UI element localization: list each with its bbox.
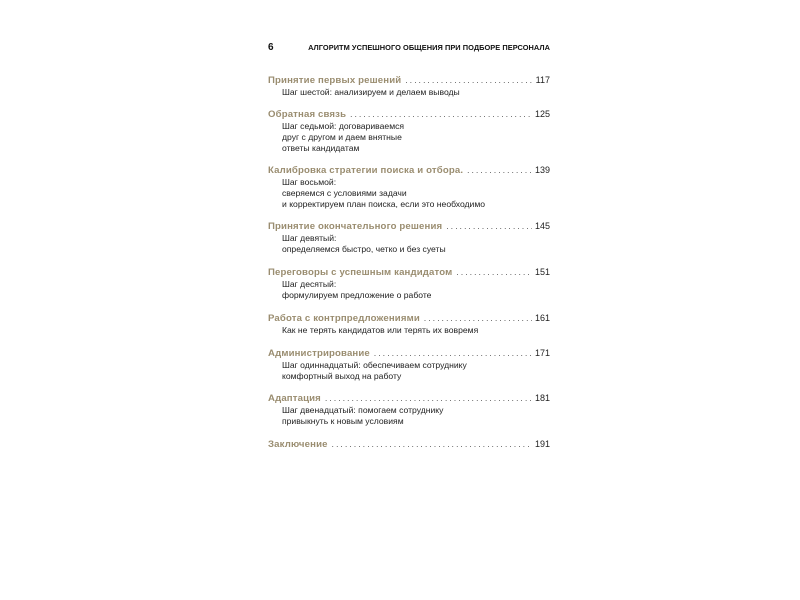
toc-entry-page: 171	[534, 348, 550, 358]
toc-entry	[268, 346, 550, 382]
toc-entry-subtitle	[282, 233, 550, 255]
dot-leader	[325, 392, 532, 406]
toc-entry-subtitle	[282, 87, 550, 98]
toc-subtitle-line: сверяемся с условиями задачи	[282, 188, 407, 198]
toc-entry-page: 145	[534, 221, 550, 231]
toc-subtitle-line: Шаг седьмой: договариваемся	[282, 121, 405, 131]
running-title: АЛГОРИТМ УСПЕШНОГО ОБЩЕНИЯ ПРИ ПОДБОРЕ ПЕРСОНАЛА	[308, 43, 550, 52]
toc-entry-head	[268, 265, 550, 279]
toc-entry-head	[268, 107, 550, 121]
toc-entry	[268, 73, 550, 98]
dot-leader	[456, 266, 532, 280]
toc-subtitle-line: друг с другом и даем внятные	[282, 132, 402, 142]
toc-entry-subtitle	[282, 279, 550, 301]
toc-entry-subtitle	[282, 360, 550, 382]
toc-subtitle-line: комфортный выход на работу	[282, 371, 402, 381]
toc-entry	[268, 219, 550, 255]
toc-entry-title: Принятие первых решений	[268, 75, 402, 86]
toc-subtitle-line: ответы кандидатам	[282, 143, 360, 153]
toc-entry-subtitle	[282, 325, 550, 336]
toc-entry-page: 139	[534, 165, 550, 175]
dot-leader	[405, 74, 532, 88]
toc-entry-page: 151	[534, 267, 550, 277]
toc-subtitle-line: и корректируем план поиска, если это необходимо	[282, 199, 486, 209]
toc-entry-head	[268, 163, 550, 177]
toc-entry-page: 161	[534, 313, 550, 323]
toc-entry	[268, 265, 550, 301]
toc-entry-title: Заключение	[268, 439, 328, 450]
dot-leader	[332, 438, 532, 452]
toc-entry-page: 191	[534, 439, 550, 449]
toc-entry-title: Адаптация	[268, 393, 321, 404]
dot-leader	[446, 220, 532, 234]
toc-subtitle-line: Шаг двенадцатый: помогаем сотруднику	[282, 405, 444, 415]
dot-leader	[467, 164, 532, 178]
toc-subtitle-line: формулируем предложение о работе	[282, 290, 432, 300]
toc-entry-title: Администрирование	[268, 348, 370, 359]
toc-entry-page: 125	[534, 109, 550, 119]
toc-entry	[268, 107, 550, 154]
toc-entry	[268, 311, 550, 336]
toc-entry-head	[268, 346, 550, 360]
toc-entry-page: 181	[534, 393, 550, 403]
toc-entry-subtitle	[282, 405, 550, 427]
toc-entry-title: Обратная связь	[268, 109, 347, 120]
toc-entry-head	[268, 219, 550, 233]
toc-entry-head	[268, 73, 550, 87]
toc-entry-title: Переговоры с успешным кандидатом	[268, 267, 453, 278]
toc-entry-head	[268, 437, 550, 451]
toc-subtitle-line: Шаг шестой: анализируем и делаем выводы	[282, 87, 460, 97]
toc-subtitle-line: определяемся быстро, четко и без суеты	[282, 244, 446, 254]
dot-leader	[350, 108, 532, 122]
toc-entry-subtitle	[282, 121, 550, 154]
toc-entry-head	[268, 311, 550, 325]
running-header	[268, 40, 550, 56]
toc-entry-title: Работа с контрпредложениями	[268, 313, 420, 324]
toc-subtitle-line: Шаг девятый:	[282, 233, 337, 243]
toc-entry-head	[268, 391, 550, 405]
toc-subtitle-line: привыкнуть к новым условиям	[282, 416, 404, 426]
dot-leader	[374, 347, 532, 361]
toc-entry-title: Калибровка стратегии поиска и отбора.	[268, 165, 464, 176]
toc-subtitle-line: Шаг восьмой:	[282, 177, 337, 187]
toc-subtitle-line: Как не терять кандидатов или терять их вовремя	[282, 325, 479, 335]
page-number: 6	[268, 42, 274, 53]
toc-subtitle-line: Шаг одиннадцатый: обеспечиваем сотруднику	[282, 360, 467, 370]
toc-entry	[268, 437, 550, 451]
toc-entry	[268, 391, 550, 427]
toc-entry-page: 117	[535, 75, 550, 85]
book-page	[268, 40, 550, 450]
toc-entry	[268, 163, 550, 210]
dot-leader	[424, 312, 532, 326]
toc-entry-title: Принятие окончательного решения	[268, 221, 443, 232]
toc-entry-subtitle	[282, 177, 550, 210]
toc-subtitle-line: Шаг десятый:	[282, 279, 337, 289]
